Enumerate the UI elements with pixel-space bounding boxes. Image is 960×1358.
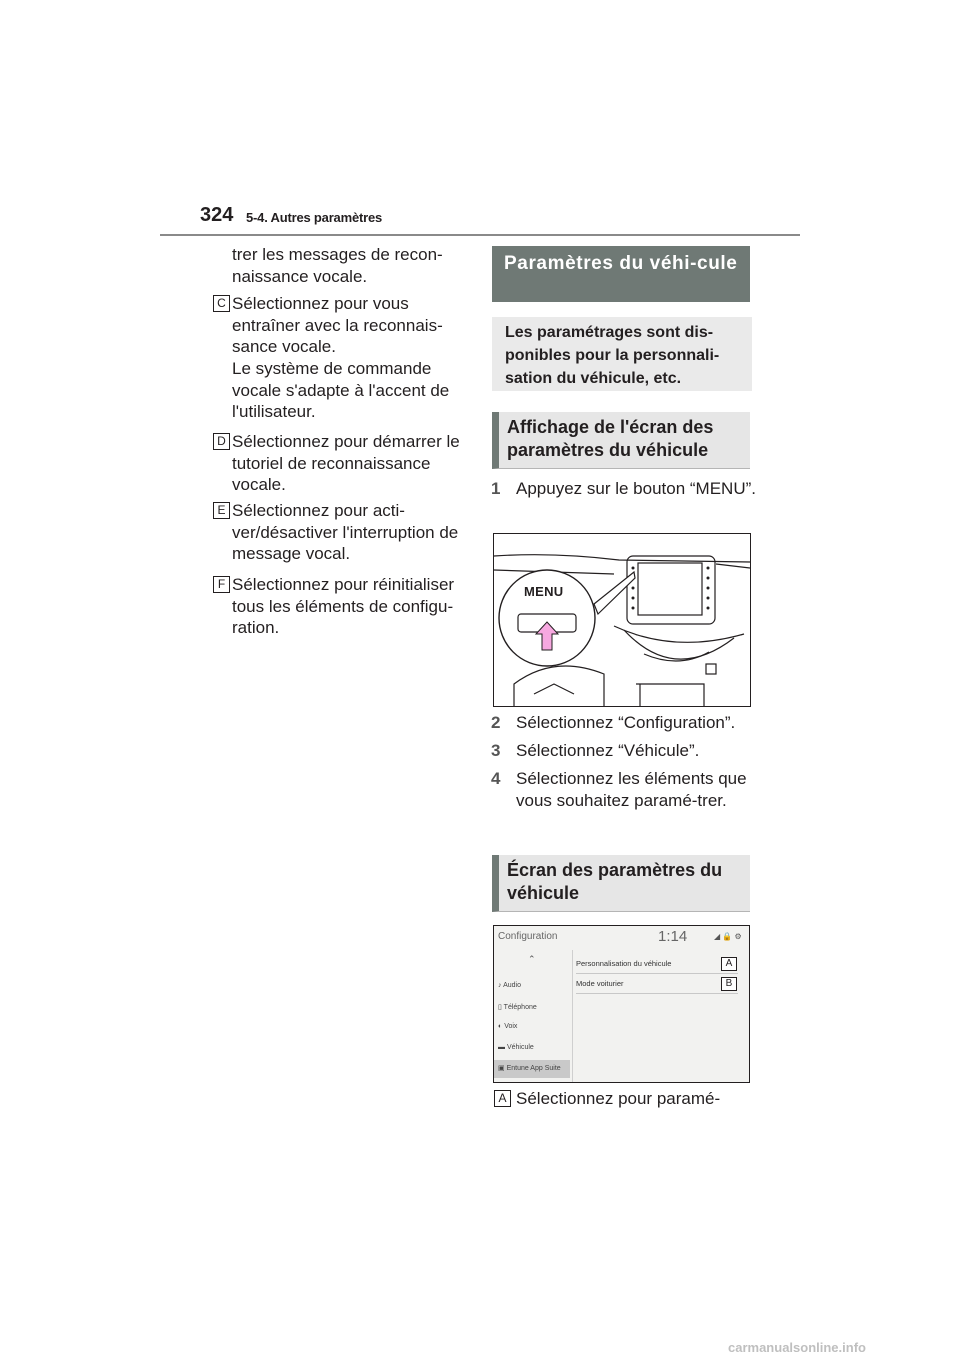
callout-a: A <box>721 957 737 971</box>
item-c-text: Sélectionnez pour vous entraîner avec la reconnais-sance vocale. <box>232 294 443 356</box>
car-icon: ▬ <box>498 1044 507 1051</box>
step-number: 1 <box>491 479 501 498</box>
step-number: 2 <box>491 713 501 732</box>
screen-clock: 1:14 <box>658 928 688 945</box>
header-rule <box>160 234 800 236</box>
item-a-text: Sélectionnez pour paramé- <box>516 1089 721 1108</box>
intro-box: Les paramétrages sont dis-ponibles pour la personnali-sation du véhicule, etc. <box>492 317 752 391</box>
badge-c: C <box>213 295 230 312</box>
section-heading: Paramètres du véhi-cule <box>492 246 750 302</box>
status-icons: ◢ 🔒 ⚙ <box>714 932 742 941</box>
step-text: Sélectionnez les éléments que vous souhaitez paramé-trer. <box>516 769 747 810</box>
screen-side-menu <box>494 950 572 1082</box>
section-title: 5-4. Autres paramètres <box>246 210 383 225</box>
chevron-up-icon: ⌃ <box>528 954 536 964</box>
badge-a: A <box>494 1090 511 1107</box>
dashboard-drawing <box>494 534 750 706</box>
screen-menu-item: ▯ Téléphone <box>498 1004 537 1011</box>
menu-label: MENU <box>524 584 564 599</box>
screen-menu-item: ♪ Audio <box>498 982 521 989</box>
callout-b: B <box>721 977 737 991</box>
item-f-text: Sélectionnez pour réinitialiser tous les éléments de configu-ration. <box>232 575 455 637</box>
step-text: Sélectionnez “Configuration”. <box>516 713 736 732</box>
phone-icon: ▯ <box>498 1004 504 1011</box>
step-number: 4 <box>491 769 501 788</box>
badge-f: F <box>213 576 230 593</box>
music-note-icon: ♪ <box>498 982 504 989</box>
screen-divider <box>572 950 573 1082</box>
item-c-note: Le système de commande vocale s'adapte à l'accent de l'utilisateur. <box>232 359 450 421</box>
watermark: carmanualsonline.info <box>728 1340 866 1355</box>
page-number: 324 <box>200 204 234 226</box>
screen-menu-item: ◐ Voix <box>498 1023 518 1030</box>
dashboard-illustration <box>493 533 751 707</box>
screen-menu-item: ▣ Entune App Suite <box>498 1065 561 1072</box>
screen-title: Configuration <box>498 931 558 942</box>
subheading-display-settings: Affichage de l'écran des paramètres du véhicule <box>492 412 750 469</box>
step-number: 3 <box>491 741 501 760</box>
app-icon: ▣ <box>498 1065 507 1072</box>
continuation-text: trer les messages de recon-naissance vocale. <box>232 245 443 286</box>
badge-e: E <box>213 502 230 519</box>
subheading-settings-screen: Écran des paramètres du véhicule <box>492 855 750 912</box>
item-d-text: Sélectionnez pour démarrer le tutoriel de reconnaissance vocale. <box>232 432 460 494</box>
screen-topbar <box>494 926 749 950</box>
badge-d: D <box>213 433 230 450</box>
step-text: Sélectionnez “Véhicule”. <box>516 741 700 760</box>
voice-icon: ◐ <box>498 1023 505 1030</box>
settings-screen-image <box>493 925 750 1083</box>
item-e-text: Sélectionnez pour acti-ver/désactiver l'interruption de message vocal. <box>232 501 459 563</box>
screen-row: Personnalisation du véhicule <box>576 954 738 974</box>
step-text: Appuyez sur le bouton “MENU”. <box>516 479 756 498</box>
screen-menu-item: ▬ Véhicule <box>498 1044 534 1051</box>
screen-row: Mode voiturier <box>576 974 738 994</box>
